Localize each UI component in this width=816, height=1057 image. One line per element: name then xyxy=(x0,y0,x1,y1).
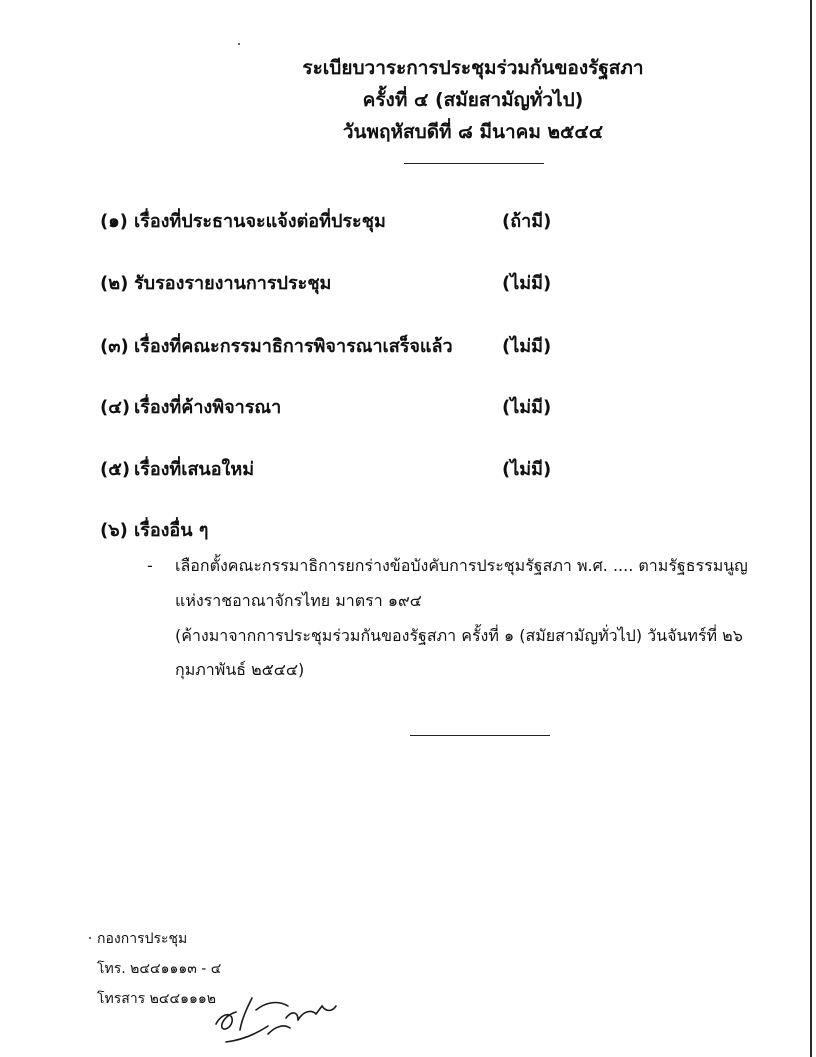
document-header xyxy=(200,52,746,148)
agenda-title: เรื่องที่เสนอใหม่ xyxy=(134,459,255,480)
agenda-title: เรื่องที่ประธานจะแจ้งต่อที่ประชุม xyxy=(134,211,386,232)
agenda-item-4 xyxy=(100,392,560,424)
signature-stroke-4 xyxy=(286,1013,298,1020)
signature-stroke-6 xyxy=(226,1026,268,1042)
scan-speck xyxy=(238,43,240,45)
sub-item-line-4: กุมภาพันธ์ ๒๕๔๔) xyxy=(175,660,305,679)
signature-stroke-7 xyxy=(268,1026,290,1034)
agenda-status: (ไม่มี) xyxy=(502,336,552,357)
header-date: วันพฤหัสบดีที่ ๘ มีนาคม ๒๕๔๔ xyxy=(342,121,604,143)
header-session: ครั้งที่ ๔ (สมัยสามัญทั่วไป) xyxy=(362,89,584,111)
signature-stroke-3 xyxy=(256,1003,288,1010)
footer-phone: โทร. ๒๔๔๑๑๑๓ - ๔ xyxy=(97,961,222,977)
agenda-item-6 xyxy=(100,515,560,547)
signature-stroke-5 xyxy=(298,1006,336,1020)
page-edge-line xyxy=(810,0,812,1057)
agenda-number: (๓) xyxy=(100,336,129,357)
header-divider xyxy=(404,163,544,164)
header-title: ระเบียบวาระการประชุมร่วมกันของรัฐสภา xyxy=(302,57,644,79)
agenda-item-1 xyxy=(100,206,560,238)
agenda-title: เรื่องที่ค้างพิจารณา xyxy=(134,397,282,418)
agenda-title: รับรองรายงานการประชุม xyxy=(134,273,332,294)
agenda-title: เรื่องที่คณะกรรมาธิการพิจารณาเสร็จแล้ว xyxy=(134,336,453,357)
footer-fax: โทรสาร ๒๔๔๑๑๑๒ xyxy=(97,991,216,1007)
footer-office: กองการประชุม xyxy=(97,931,188,947)
sub-item-line-1: เลือกตั้งคณะกรรมาธิการยกร่างข้อบังคับการประชุมรัฐสภา พ.ศ. .... ตามรัฐธรรมนูญ xyxy=(175,556,748,575)
agenda-item-3 xyxy=(100,331,560,363)
sub-item-bullet: - xyxy=(147,556,153,575)
agenda-number: (๒) xyxy=(100,273,129,294)
agenda-status: (ไม่มี) xyxy=(502,459,552,480)
agenda-status: (ไม่มี) xyxy=(502,273,552,294)
agenda-item-2 xyxy=(100,268,560,300)
signature-stroke-1 xyxy=(216,1012,236,1029)
agenda-number: (๔) xyxy=(100,397,131,418)
agenda-item-5 xyxy=(100,454,560,486)
agenda-title: เรื่องอื่น ๆ xyxy=(134,520,209,541)
scan-speck xyxy=(89,937,91,939)
agenda-status: (ไม่มี) xyxy=(502,397,552,418)
agenda-number: (๕) xyxy=(100,459,131,480)
signature-stroke-2 xyxy=(240,998,252,1030)
agenda-number: (๑) xyxy=(100,211,128,232)
handwritten-signature xyxy=(212,990,342,1050)
sub-item-line-3: (ค้างมาจากการประชุมร่วมกันของรัฐสภา ครั้งที่ ๑ (สมัยสามัญทั่วไป) วันจันทร์ที่ ๒๖ xyxy=(175,626,743,645)
closing-divider xyxy=(410,735,550,736)
sub-item-line-2: แห่งราชอาณาจักรไทย มาตรา ๑๙๔ xyxy=(175,591,422,610)
agenda-status: (ถ้ามี) xyxy=(502,211,552,232)
agenda-number: (๖) xyxy=(100,520,128,541)
